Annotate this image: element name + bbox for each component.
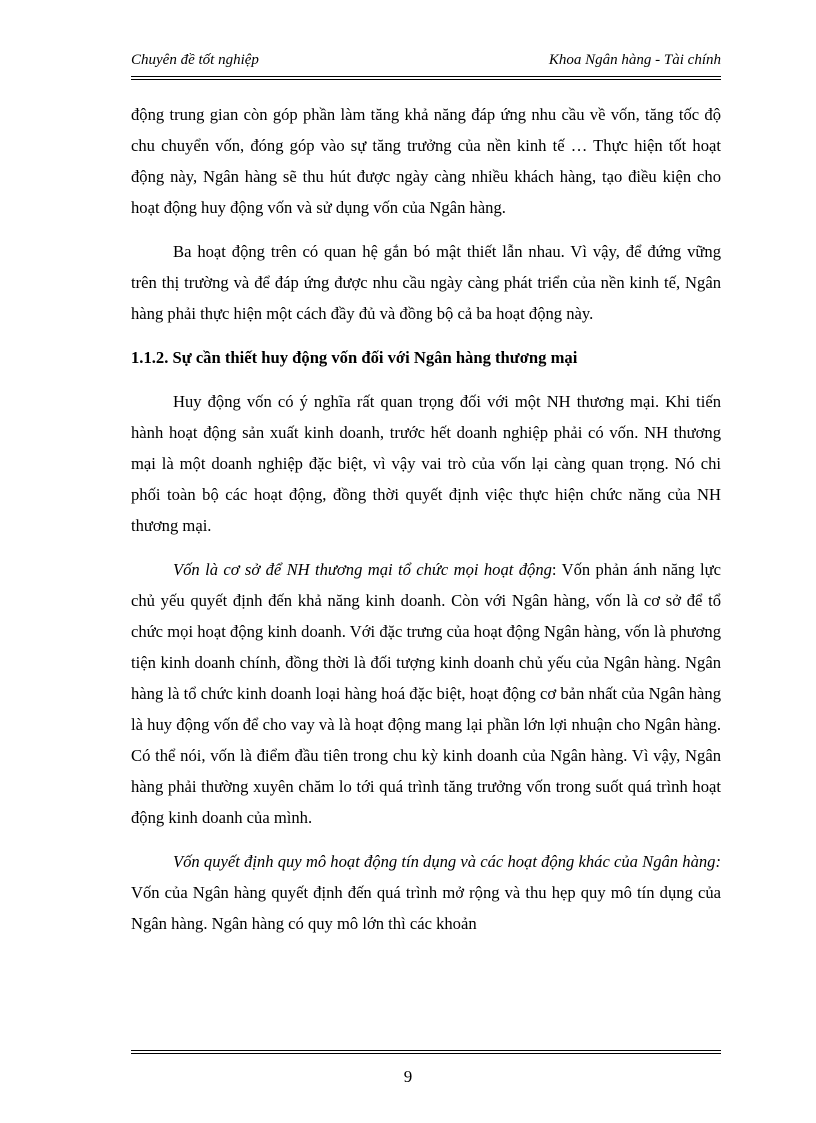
header-rule <box>131 76 721 80</box>
header-left-text: Chuyên đề tốt nghiệp <box>131 52 259 68</box>
paragraph-5-lead: Vốn quyết định quy mô hoạt động tín dụng và các hoạt động khác của Ngân hàng: <box>173 852 721 871</box>
paragraph-3: Huy động vốn có ý nghĩa rất quan trọng đối với một NH thương mại. Khi tiến hành hoạt động sản xuất kinh doanh, trước hết doanh nghiệp phải có vốn. NH thương mại là một doanh nghiệp đặc biệt, vì vậy vai trò của vốn lại càng quan trọng. Nó chi phối toàn bộ các hoạt động, đồng thời quyết định việc thực hiện chức năng của NH thương mại. <box>131 392 721 535</box>
paragraph-4 <box>131 554 721 833</box>
header-right-text: Khoa Ngân hàng - Tài chính <box>548 52 721 68</box>
page-number: 9 <box>403 1067 413 1086</box>
paragraph-1: động trung gian còn góp phần làm tăng khả năng đáp ứng nhu cầu về vốn, tăng tốc độ chu chuyển vốn, đóng góp vào sự tăng trưởng của nền kinh tế … Thực hiện tốt hoạt động này, Ngân hàng sẽ thu hút được ngày càng nhiều khách hàng, tạo điều kiện cho hoạt động huy động vốn và sử dụng vốn của Ngân hàng. <box>131 105 721 217</box>
section-heading: 1.1.2. Sự cần thiết huy động vốn đối với Ngân hàng thương mại <box>131 348 578 367</box>
page-body <box>131 99 721 939</box>
paragraph-2: Ba hoạt động trên có quan hệ gắn bó mật thiết lẫn nhau. Vì vậy, để đứng vững trên thị trường và để đáp ứng được nhu cầu ngày càng phát triển của nền kinh tế, Ngân hàng phải thực hiện một cách đầy đủ và đồng bộ cả ba hoạt động này. <box>131 242 721 323</box>
paragraph-5-text: Vốn của Ngân hàng quyết định đến quá trình mở rộng và thu hẹp quy mô tín dụng của Ngân hàng. Ngân hàng có quy mô lớn thì các khoản <box>131 883 721 933</box>
footer-rule <box>131 1050 721 1054</box>
paragraph-4-text: : Vốn phản ánh năng lực chủ yếu quyết định đến khả năng kinh doanh. Còn với Ngân hàng, vốn là cơ sở để tổ chức mọi hoạt động kinh doanh. Với đặc trưng của hoạt động Ngân hàng, vốn là phương tiện kinh doanh chính, đồng thời là đối tượng kinh doanh chủ yếu của Ngân hàng. Ngân hàng là tổ chức kinh doanh loại hàng hoá đặc biệt, hoạt động cơ bản nhất của Ngân hàng là huy động vốn để cho vay và là hoạt động mang lại phần lớn lợi nhuận cho Ngân hàng. Có thể nói, vốn là điểm đầu tiên trong chu kỳ kinh doanh của Ngân hàng. Vì vậy, Ngân hàng phải thường xuyên chăm lo tới quá trình tăng trưởng vốn trong suốt quá trình hoạt động kinh doanh của mình. <box>131 560 721 827</box>
paragraph-4-lead: Vốn là cơ sở để NH thương mại tổ chức mọi hoạt động <box>173 560 552 579</box>
paragraph-5 <box>131 846 721 939</box>
page-header <box>131 51 721 69</box>
